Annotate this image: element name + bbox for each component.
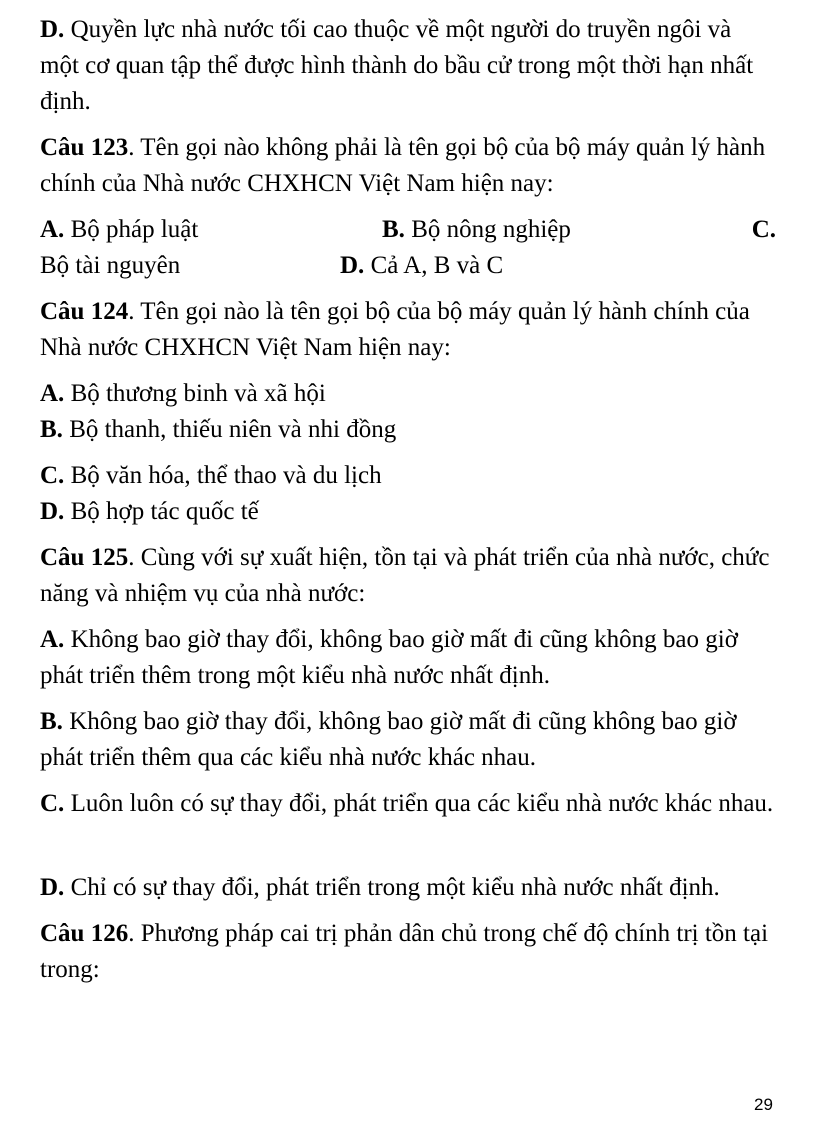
question-label: Câu 123: [40, 134, 129, 161]
option-letter: D.: [40, 16, 65, 43]
q124-option-c: [40, 458, 776, 494]
question-label: Câu 125: [40, 544, 129, 571]
q123-options-row-2: [40, 248, 776, 284]
q125-option-d: [40, 870, 776, 906]
option-text: Bộ thương binh và xã hội: [64, 380, 326, 407]
option-text: Bộ nông nghiệp: [404, 216, 571, 243]
question-text: . Tên gọi nào là tên gọi bộ của bộ máy quản lý hành chính của Nhà nước CHXHCN Việt Nam hiện nay:: [40, 298, 750, 361]
option-letter: D.: [40, 498, 65, 525]
option-letter: A.: [40, 626, 65, 653]
option-letter: A.: [40, 380, 65, 407]
option-letter: D.: [40, 874, 65, 901]
q123-option-d: [340, 248, 503, 284]
option-text: Bộ hợp tác quốc tế: [64, 498, 259, 525]
question-123: [40, 130, 776, 202]
q125-option-c: [40, 786, 776, 822]
question-126: [40, 916, 776, 988]
option-letter: B.: [40, 708, 63, 735]
option-letter: A.: [40, 216, 65, 243]
option-text: Luôn luôn có sự thay đổi, phát triển qua các kiểu nhà nước khác nhau.: [64, 790, 774, 817]
question-125: [40, 540, 776, 612]
q124-option-a: [40, 376, 776, 412]
document-page: [40, 12, 776, 988]
q123-options-row-1: [40, 212, 776, 248]
q123-option-a: [40, 212, 198, 248]
q125-option-b: [40, 704, 776, 776]
option-text: Cả A, B và C: [364, 252, 504, 279]
option-letter: B.: [382, 216, 405, 243]
question-label: Câu 126: [40, 920, 129, 947]
option-letter: D.: [340, 252, 365, 279]
q125-option-a: [40, 622, 776, 694]
question-124: [40, 294, 776, 366]
option-text: Chỉ có sự thay đổi, phát triển trong một kiểu nhà nước nhất định.: [64, 874, 720, 901]
q123-option-c-letter: [752, 212, 776, 248]
option-letter: B.: [40, 416, 63, 443]
option-text: Bộ thanh, thiếu niên và nhi đồng: [62, 416, 397, 443]
option-text: Bộ văn hóa, thể thao và du lịch: [64, 462, 382, 489]
option-text: Không bao giờ thay đổi, không bao giờ mất đi cũng không bao giờ phát triển thêm qua các kiểu nhà nước khác nhau.: [40, 708, 737, 771]
q124-option-b: [40, 412, 776, 448]
option-letter: C.: [40, 790, 65, 817]
question-text: . Phương pháp cai trị phản dân chủ trong chế độ chính trị tồn tại trong:: [40, 920, 769, 983]
option-text: Quyền lực nhà nước tối cao thuộc về một người do truyền ngôi và một cơ quan tập thể được hình thành do bầu cử trong một thời hạn nhất định.: [40, 16, 754, 115]
q122-option-d: [40, 12, 776, 120]
q123-option-b: [382, 212, 571, 248]
option-text: Không bao giờ thay đổi, không bao giờ mất đi cũng không bao giờ phát triển thêm trong một kiểu nhà nước nhất định.: [40, 626, 738, 689]
question-label: Câu 124: [40, 298, 129, 325]
page-number: 29: [754, 1095, 773, 1114]
option-letter: C.: [40, 462, 65, 489]
q124-option-d: [40, 494, 776, 530]
q123-options: [40, 212, 776, 284]
option-letter: C.: [751, 216, 776, 243]
question-text: . Cùng với sự xuất hiện, tồn tại và phát triển của nhà nước, chức năng và nhiệm vụ của nhà nước:: [40, 544, 770, 607]
option-text: Bộ pháp luật: [64, 216, 199, 243]
question-text: . Tên gọi nào không phải là tên gọi bộ của bộ máy quản lý hành chính của Nhà nước CHXHCN Việt Nam hiện nay:: [40, 134, 766, 197]
q123-option-c-text: Bộ tài nguyên: [40, 252, 181, 279]
